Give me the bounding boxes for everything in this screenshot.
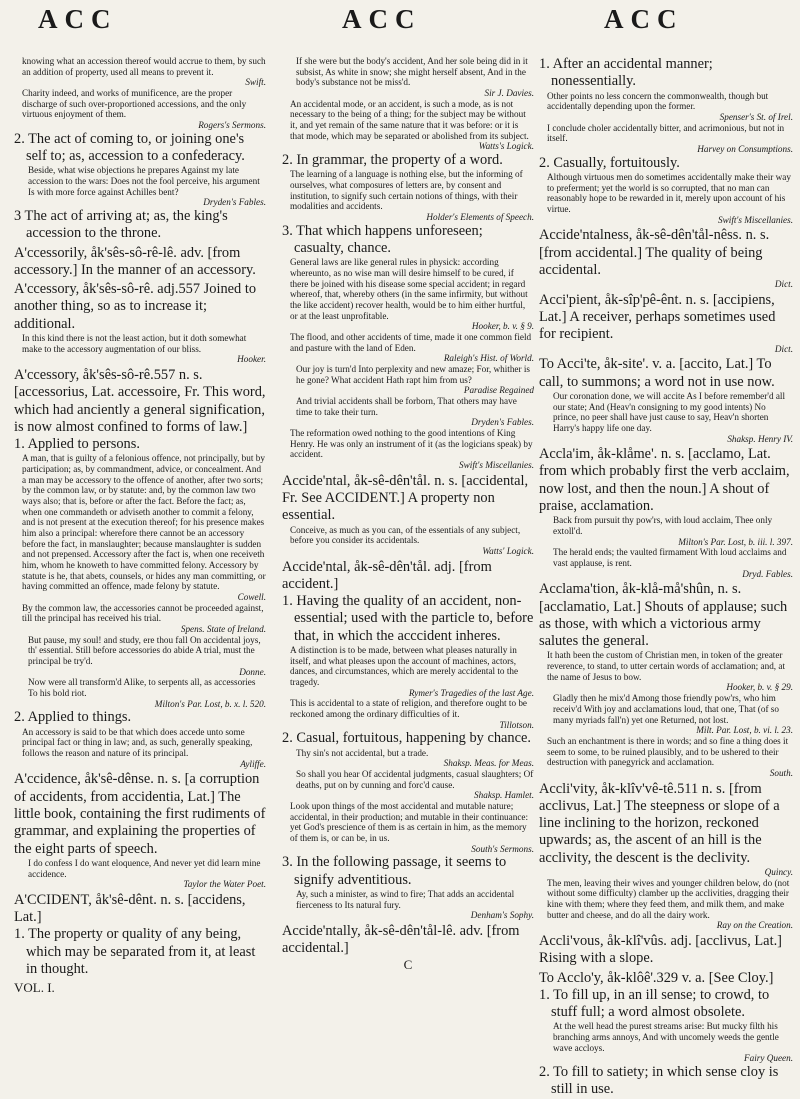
citation: Rogers's Sermons. [198, 120, 266, 131]
sense: 2. The act of coming to, or joining one's self to; as, accession to a confederacy. [14, 130, 245, 164]
verse-quote: And trivial accidents shall be forborn, That others may have time to take their turn. [296, 395, 517, 417]
headword-entry: Accli'vous, åk-klî'vûs. adj. [acclivus, Lat.] Rising with a slope. [539, 932, 782, 967]
verse-quote: Our coronation done, we will accite As I before remember'd all our state; And (Heav'n consigning to my good intents) No prince, no peer shall have just cause to say, Heav'n shorten Harry's happy life one day. [553, 390, 786, 433]
citation: Sir J. Davies. [484, 88, 534, 99]
citation: Dict. [774, 343, 793, 354]
citation: Harvey on Consumptions. [697, 143, 793, 154]
sense: 2. Casual, fortuitous, happening by chance. [282, 730, 531, 747]
quote: A man, that is guilty of a felonious offence, not principally, but by participation; as, by commandment, advice, or concealment. And a man may be accessory to the offence of another, after two sorts; by the common law, or by statute: and, by the common law two ways also; that is, before or after the fact. Before the fact; as, when one commandeth or adviseth another to commit a felony, and is not present at the execution thereof; for his presence makes him also a principal: wherefore there cannot be an accessory before the fact, in manslaughter; because manslaughter is sudden and not prepensed. Accessory after the fact is, when one receiveth him, whom he knoweth to have committed felony. Accessory by statute is he, that abets, counsels, or hides any man committing, or having committed an offence, made felony by statute. [22, 453, 266, 592]
citation: Paradise Regained [463, 385, 534, 396]
citation: Quincy. [764, 866, 793, 877]
citation: South's Sermons. [471, 843, 534, 854]
citation: Fairy Queen. [744, 1053, 793, 1064]
citation: Watts's Logick. [478, 141, 534, 152]
headword-entry: Accide'ntal, åk-sê-dên'tål. n. s. [accidental, Fr. See ACCIDENT.] A property non essential. [282, 472, 529, 524]
verse-quote: Beside, what wise objections he prepares Against my late accession to the wars: Does not the fool perceive, his argument Is with more force against Achilles bent? [28, 165, 260, 197]
quote: An accidental mode, or an accident, is such a mode, as is not necessary to the being of a thing; for the subject may be without it, and yet remain of the same nature that it was before: or it is that mode, which may be separated or abolished from its subject. [290, 98, 529, 141]
quote: An accessory is said to be that which does accede unto some principal fact or thing in law; and, as such, generally speaking, follows the reason and nature of its principal. [22, 726, 253, 759]
verse-quote: The herald ends; the vaulted firmament With loud acclaims and vast applause, is rent. [553, 547, 787, 568]
verse-quote: So shall you hear Of accidental judgments, casual slaughters; Of deaths, put on by cunning and forc'd cause. [296, 768, 534, 790]
citation: Swift. [245, 77, 266, 88]
quote: This is accidental to a state of religion, and therefore ought to be reckoned among the ordinary difficulties of it. [290, 698, 528, 719]
headword-entry: Accli'vity, åk-klîv'vê-tê.511 n. s. [from acclivus, Lat.] The steepness or slope of a line inclining to the horizon, reckoned upwards; as, the ascent of an hill is the acclivity, the descent is the declivity. [539, 780, 780, 866]
verse-quote: I do confess I do want eloquence, And never yet did learn mine accidence. [28, 857, 261, 879]
citation: Spens. State of Ireland. [180, 624, 266, 635]
sense: 2. Casually, fortuitously. [539, 154, 680, 171]
verse-quote: At the well head the purest streams arise: But mucky filth his branching arms annoys, And with uncomely weeds the gentle wave accloys. [553, 1021, 779, 1053]
headword-entry: To Acci'te, åk-site'. v. a. [accito, Lat.] To call, to summons; a word not in use now. [539, 356, 775, 390]
citation: Shaksp. Henry IV. [727, 433, 793, 444]
citation: Dryden's Fables. [471, 417, 534, 428]
citation: Raleigh's Hist. of World. [443, 353, 534, 364]
citation: Rymer's Tragedies of the last Age. [408, 687, 534, 698]
citation: Ayliffe. [240, 758, 266, 769]
citation: Denham's Sophy. [470, 910, 534, 921]
citation: Shaksp. Meas. for Meas. [443, 758, 534, 769]
sense: 1. Applied to persons. [14, 436, 140, 453]
headword-entry: Acci'pient, åk-sîp'pê-ênt. n. s. [accipiens, Lat.] A receiver, perhaps sometimes used for recipient. [539, 291, 776, 343]
citation: Cowell. [237, 592, 266, 603]
verse-quote: Gladly then he mix'd Among those friendly pow'rs, who him receiv'd With joy and acclamations loud, that one, That (of so many myriads fall'n) yet one Returned, not lost. [553, 693, 779, 725]
sense: 1. The property or quality of any being, which may be separated from it, at least in thought. [14, 926, 256, 977]
citation: Ray on the Creation. [716, 920, 793, 931]
citation: Shaksp. Hamlet. [474, 790, 534, 801]
sense: 1. To fill up, in an ill sense; to crowd, to stuff full; a word almost obsolete. [539, 986, 770, 1021]
sense: 3. In the following passage, it seems to signify adventitious. [282, 854, 507, 888]
citation: Hooker, b. v. § 9. [471, 321, 534, 332]
quote: Charity indeed, and works of munificence, are the proper discharge of such over-proportioned accessions, and the only virtuous enjoyment of them. [22, 88, 247, 120]
quote: A distinction is to be made, between what pleases naturally in itself, and what pleases upon the account of machines, actors, dances, and circumstances, which are merely accidental to the tragedy. [290, 644, 519, 687]
quote: The learning of a language is nothing else, but the informing of ourselves, what composures of letters are, by consent and institution, to signify such certain notions of things, with their modalities and accidents. [290, 169, 523, 212]
verse-quote: Thy sin's not accidental, but a trade. [296, 747, 429, 758]
headword-entry: Accide'ntalness, åk-sê-dên'tål-nêss. n. s. [from accidental.] The quality of being accidental. [539, 227, 770, 278]
quote: Such an enchantment is there in words; and so fine a thing does it seem to some, to be ruined plausibly, and to be ushered to their destruction with panegyrick and acclamation. [547, 735, 789, 768]
citation: Dryd. Fables. [742, 568, 793, 579]
quote: General laws are like general rules in physick: according whereunto, as no wise man will desire himself to be cured, if there be joined with his disease some special accident; in regard whereof, that, whereby others (in the same infirmity, but without the like accident) recover health, would be to him either hurtful, or at the least unprofitable. [290, 257, 528, 321]
running-head-center: ACC [342, 4, 422, 34]
quote: I conclude choler accidentally bitter, and acrimonious, but not in itself. [547, 122, 785, 144]
citation: Donne. [239, 666, 266, 677]
headword-entry: A'ccidence, åk'sê-dênse. n. s. [a corruption of accidents, from accidentia, Lat.] The little book, containing the first rudiments of grammar, and explaining the properties of the eight parts of speech. [14, 771, 266, 857]
headword-entry: Accide'ntally, åk-sê-dên'tål-lê. adv. [from accidental.] [282, 922, 520, 957]
running-head-right: ACC [604, 4, 684, 34]
headword-entry: To Acclo'y, åk-klôê'.329 v. a. [See Cloy.] [539, 969, 774, 986]
quote: The flood, and other accidents of time, made it one common field and pasture with the land of Eden. [290, 331, 532, 353]
headword-entry: A'ccessory, åk'sês-sô-rê.557 n. s. [accessorius, Lat. accessoire, Fr. This word, which had anciently a general signification, is now almost confined to forms of law.] [14, 366, 266, 435]
headword-entry: Accide'ntal, åk-sê-dên'tål. adj. [from accident.] [282, 558, 492, 592]
sense: 2. To fill to satiety; in which sense cloy is still in use. [539, 1064, 779, 1098]
verse-quote: Back from pursuit thy pow'rs, with loud acclaim, Thee only extoll'd. [553, 515, 773, 536]
running-head-left: ACC [38, 4, 118, 34]
column-1 [14, 56, 266, 1026]
quote: knowing what an accession thereof would accrue to them, by such an addition of property, used all means to prevent it. [22, 56, 266, 77]
citation: Swift's Miscellanies. [459, 460, 534, 471]
column-3 [539, 56, 793, 1098]
sense: 3 The act of arriving at; as, the king's accession to the throne. [14, 207, 228, 242]
citation: Dryden's Fables. [203, 197, 266, 208]
quote: Look upon things of the most accidental and mutable nature; accidental, in their production; and mutable in their continuance: yet God's prescience of them is as certain in him, as the memory of them is, or can be, in us. [290, 800, 529, 843]
citation: Hooker, b. v. § 29. [726, 682, 793, 693]
citation: South. [769, 767, 793, 778]
citation: Watts' Logick. [482, 545, 534, 556]
headword-entry: A'CCIDENT, åk'sê-dênt. n. s. [accidens, Lat.] [14, 891, 246, 926]
sense: 1. After an accidental manner; nonessentially. [539, 56, 713, 90]
citation: Dict. [774, 279, 793, 290]
quote: In this kind there is not the least action, but it doth somewhat make to the accessory augmentation of our bliss. [22, 332, 247, 354]
quote: Other points no less concern the commonwealth, though but accidentally depending upon the former. [547, 90, 769, 112]
citation: Holder's Elements of Speech. [426, 212, 534, 223]
citation: Tillotson. [499, 719, 534, 730]
citation: Milton's Par. Lost, b. x. l. 520. [154, 698, 266, 709]
column-2 [282, 56, 534, 1026]
quote: Conceive, as much as you can, of the essentials of any subject, before you consider its accidentals. [290, 524, 521, 546]
verse-quote: If she were but the body's accident, And her sole being did in it subsist, As white in snow; she might herself absent, And in the body's substance not be miss'd. [296, 56, 528, 88]
citation: Taylor the Water Poet. [183, 879, 266, 890]
verse-quote: Ay, such a minister, as wind to fire; That adds an accidental fierceness to Its natural fury. [296, 888, 515, 910]
headword-entry: Accla'im, åk-klåme'. n. s. [acclamo, Lat. from which probably first the verb acclaim, now lost, and then the noun.] A shout of praise, acclamation. [539, 446, 790, 515]
quote: It hath been the custom of Christian men, in token of the greater reverence, to stand, to utter certain words of acclamation; and, at the name of Jesus to bow. [547, 650, 786, 682]
quote: The reformation owed nothing to the good intentions of King Henry. He was only an instrument of it (as the logicians speak) by accident. [290, 428, 533, 460]
citation: Swift's Miscellanies. [718, 214, 793, 225]
verse-quote: But pause, my soul! and study, ere thou fall On accidental joys, th' essential. Still before accessories do abide A trial, must the principal be try'd. [28, 634, 261, 667]
headword-entry: A'ccessory, åk'sês-sô-rê. adj.557 Joined to another thing, so as to increase it; additional. [14, 281, 257, 332]
headword-entry: A'ccessorily, åk'sês-sô-rê-lê. adv. [from accessory.] In the manner of an accessory. [14, 244, 256, 278]
quote: By the common law, the accessories cannot be proceeded against, till the principal has received his trial. [22, 602, 264, 624]
volume-label: VOL. I. [14, 980, 55, 996]
sense: 1. Having the quality of an accident, non-essential; used with the particle to, before that, in which the acccident inheres. [282, 593, 534, 644]
citation: Milt. Par. Lost, b. vi. l. 23. [696, 725, 793, 736]
headword-entry: Acclama'tion, åk-klå-må'shûn, n. s. [acclamatio, Lat.] Shouts of applause; such as those, with which a victorious army salutes the general. [539, 581, 788, 650]
sense: 3. That which happens unforeseen; casualty, chance. [282, 222, 483, 256]
citation: Milton's Par. Lost, b. iii. l. 397. [678, 536, 793, 547]
sense: 2. In grammar, the property of a word. [282, 152, 503, 169]
sense: 2. Applied to things. [14, 709, 132, 726]
quote: The men, leaving their wives and younger children below, do (not without some difficulty) clamber up the acclivities, dragging their kine with them; where they feed them, and milk them, and make butter and cheese, and do all the dairy work. [547, 877, 790, 920]
citation: Hooker. [237, 354, 266, 365]
quote: Although virtuous men do sometimes accidentally make their way to preferment; yet the world is so corrupted, that no man can reasonably hope to be rewarded in it, merely upon account of his virtue. [547, 171, 791, 214]
verse-quote: Now were all transform'd Alike, to serpents all, as accessories To his bold riot. [28, 677, 256, 699]
verse-quote: Our joy is turn'd Into perplexity and new amaze; For, whither is he gone? What accident Hath rapt him from us? [296, 363, 530, 385]
signature-mark: C [403, 957, 413, 973]
citation: Spenser's St. of Irel. [719, 111, 793, 122]
